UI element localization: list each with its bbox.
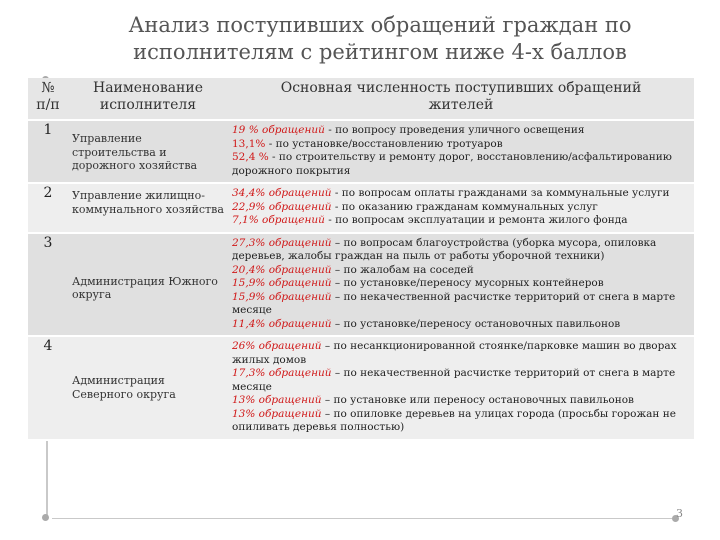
executor-name — [68, 120, 228, 183]
appeal-text: – по несанкционированной стоянке/парковке машин во дворах жилых домов — [232, 340, 677, 366]
appeal-percent: 22,9% обращений — [232, 200, 332, 213]
appeal-text: - по вопросам оплаты гражданами за коммунальные услуги — [331, 187, 670, 199]
header-appeals-line-1: Основная численность поступивших обращений — [280, 80, 642, 96]
appeal-text: – по опиловке деревьев на улицах города (просьбы горожан не опиливать деревья полностью) — [232, 407, 676, 433]
appeal-entry — [232, 340, 690, 367]
appeal-percent: 19 % обращений — [232, 124, 325, 136]
bottom-decorative-rule — [52, 518, 672, 519]
header-executor-line-1: Наименование — [93, 80, 203, 96]
executor-name — [68, 233, 228, 337]
appeals-cell — [228, 336, 694, 440]
appeal-percent: 13% обращений — [232, 394, 322, 406]
appeal-percent: 27,3% обращений — [232, 236, 332, 249]
appeal-percent: 15,9% обращений — [232, 277, 332, 289]
appeal-percent: 7,1% обращений — [232, 214, 325, 226]
appeal-text: – по вопросам благоустройства (уборка мусора, опиловка деревьев, жалобы граждан на пыль от работы уборочной техники) — [232, 236, 657, 262]
header-executor — [68, 78, 228, 120]
appeal-percent: 15,9% обращений — [232, 290, 332, 303]
appeal-percent: 26% обращений — [232, 340, 322, 352]
appeal-entry — [232, 201, 690, 215]
row-number: 1 — [28, 120, 68, 183]
appeal-text: - по оказанию гражданам коммунальных услуг — [331, 200, 598, 213]
table-row — [28, 120, 694, 183]
executor-name — [68, 336, 228, 440]
appeal-percent: 20,4% обращений — [232, 263, 332, 276]
appeal-text: – по некачественной расчистке территорий от снега в марте месяце — [232, 367, 676, 393]
appeal-text: – по установке или переносу остановочных павильонов — [321, 394, 634, 406]
executor-name-text: Администрация Южного округа — [72, 274, 218, 301]
rule-bottom-dot — [42, 514, 49, 521]
executor-name-text: Управление жилищно-коммунального хозяйства — [72, 189, 224, 216]
appeal-text: – по установке/переносу остановочных павильонов — [331, 317, 621, 330]
header-appeals — [228, 78, 694, 120]
appeal-entry — [232, 291, 690, 318]
appeal-percent: 17,3% обращений — [232, 367, 332, 379]
appeal-percent: 11,4% обращений — [232, 317, 332, 330]
appeal-percent: 13% обращений — [232, 407, 322, 420]
header-number-line-1: № — [41, 80, 55, 96]
executor-name — [68, 183, 228, 233]
appeal-entry — [232, 151, 690, 178]
page-number: 3 — [676, 507, 683, 520]
slide-title — [60, 12, 700, 66]
appeal-text: – по жалобам на соседей — [331, 263, 474, 276]
appeals-cell — [228, 183, 694, 233]
appeal-percent: 13,1% — [232, 137, 266, 150]
row-number: 3 — [28, 233, 68, 337]
appeal-entry — [232, 264, 690, 278]
appeal-entry — [232, 408, 690, 435]
appeal-entry — [232, 124, 690, 138]
executor-name-text: Администрация Северного округа — [72, 374, 176, 401]
appeal-entry — [232, 187, 690, 201]
appeal-entry — [232, 214, 690, 228]
appeal-entry — [232, 367, 690, 394]
appeal-text: - по строительству и ремонту дорог, восстановлению/асфальтированию дорожного покрытия — [232, 151, 672, 177]
row-number: 2 — [28, 183, 68, 233]
header-number-line-2: п/п — [36, 97, 60, 113]
appeal-entry — [232, 318, 690, 332]
appeals-cell — [228, 233, 694, 337]
title-line-2: исполнителям с рейтингом ниже 4-х баллов — [133, 40, 627, 64]
appeal-entry — [232, 394, 690, 408]
table-row — [28, 336, 694, 440]
header-executor-line-2: исполнителя — [99, 97, 197, 113]
appeal-text: – по некачественной расчистке территорий от снега в марте месяце — [232, 290, 676, 316]
table-row — [28, 233, 694, 337]
row-number: 4 — [28, 336, 68, 440]
executor-name-text: Управление строительства и дорожного хозяйства — [72, 132, 198, 172]
appeal-entry — [232, 237, 690, 264]
title-line-1: Анализ поступивших обращений граждан по — [128, 13, 632, 37]
appeal-text: – по установке/переносу мусорных контейнеров — [331, 277, 604, 289]
table-header-row — [28, 78, 694, 120]
appeal-text: - по установке/восстановлению тротуаров — [265, 137, 503, 150]
appeal-text: - по вопросам эксплуатации и ремонта жилого фонда — [324, 214, 628, 226]
appeal-text: - по вопросу проведения уличного освещения — [324, 124, 585, 136]
appeal-entry — [232, 138, 690, 152]
appeal-percent: 34,4% обращений — [232, 187, 332, 199]
appeals-table — [28, 78, 694, 441]
appeal-percent: 52,4 % — [232, 151, 269, 163]
appeal-entry — [232, 277, 690, 291]
table-row — [28, 183, 694, 233]
header-appeals-line-2: жителей — [428, 97, 494, 113]
appeals-cell — [228, 120, 694, 183]
header-number — [28, 78, 68, 120]
